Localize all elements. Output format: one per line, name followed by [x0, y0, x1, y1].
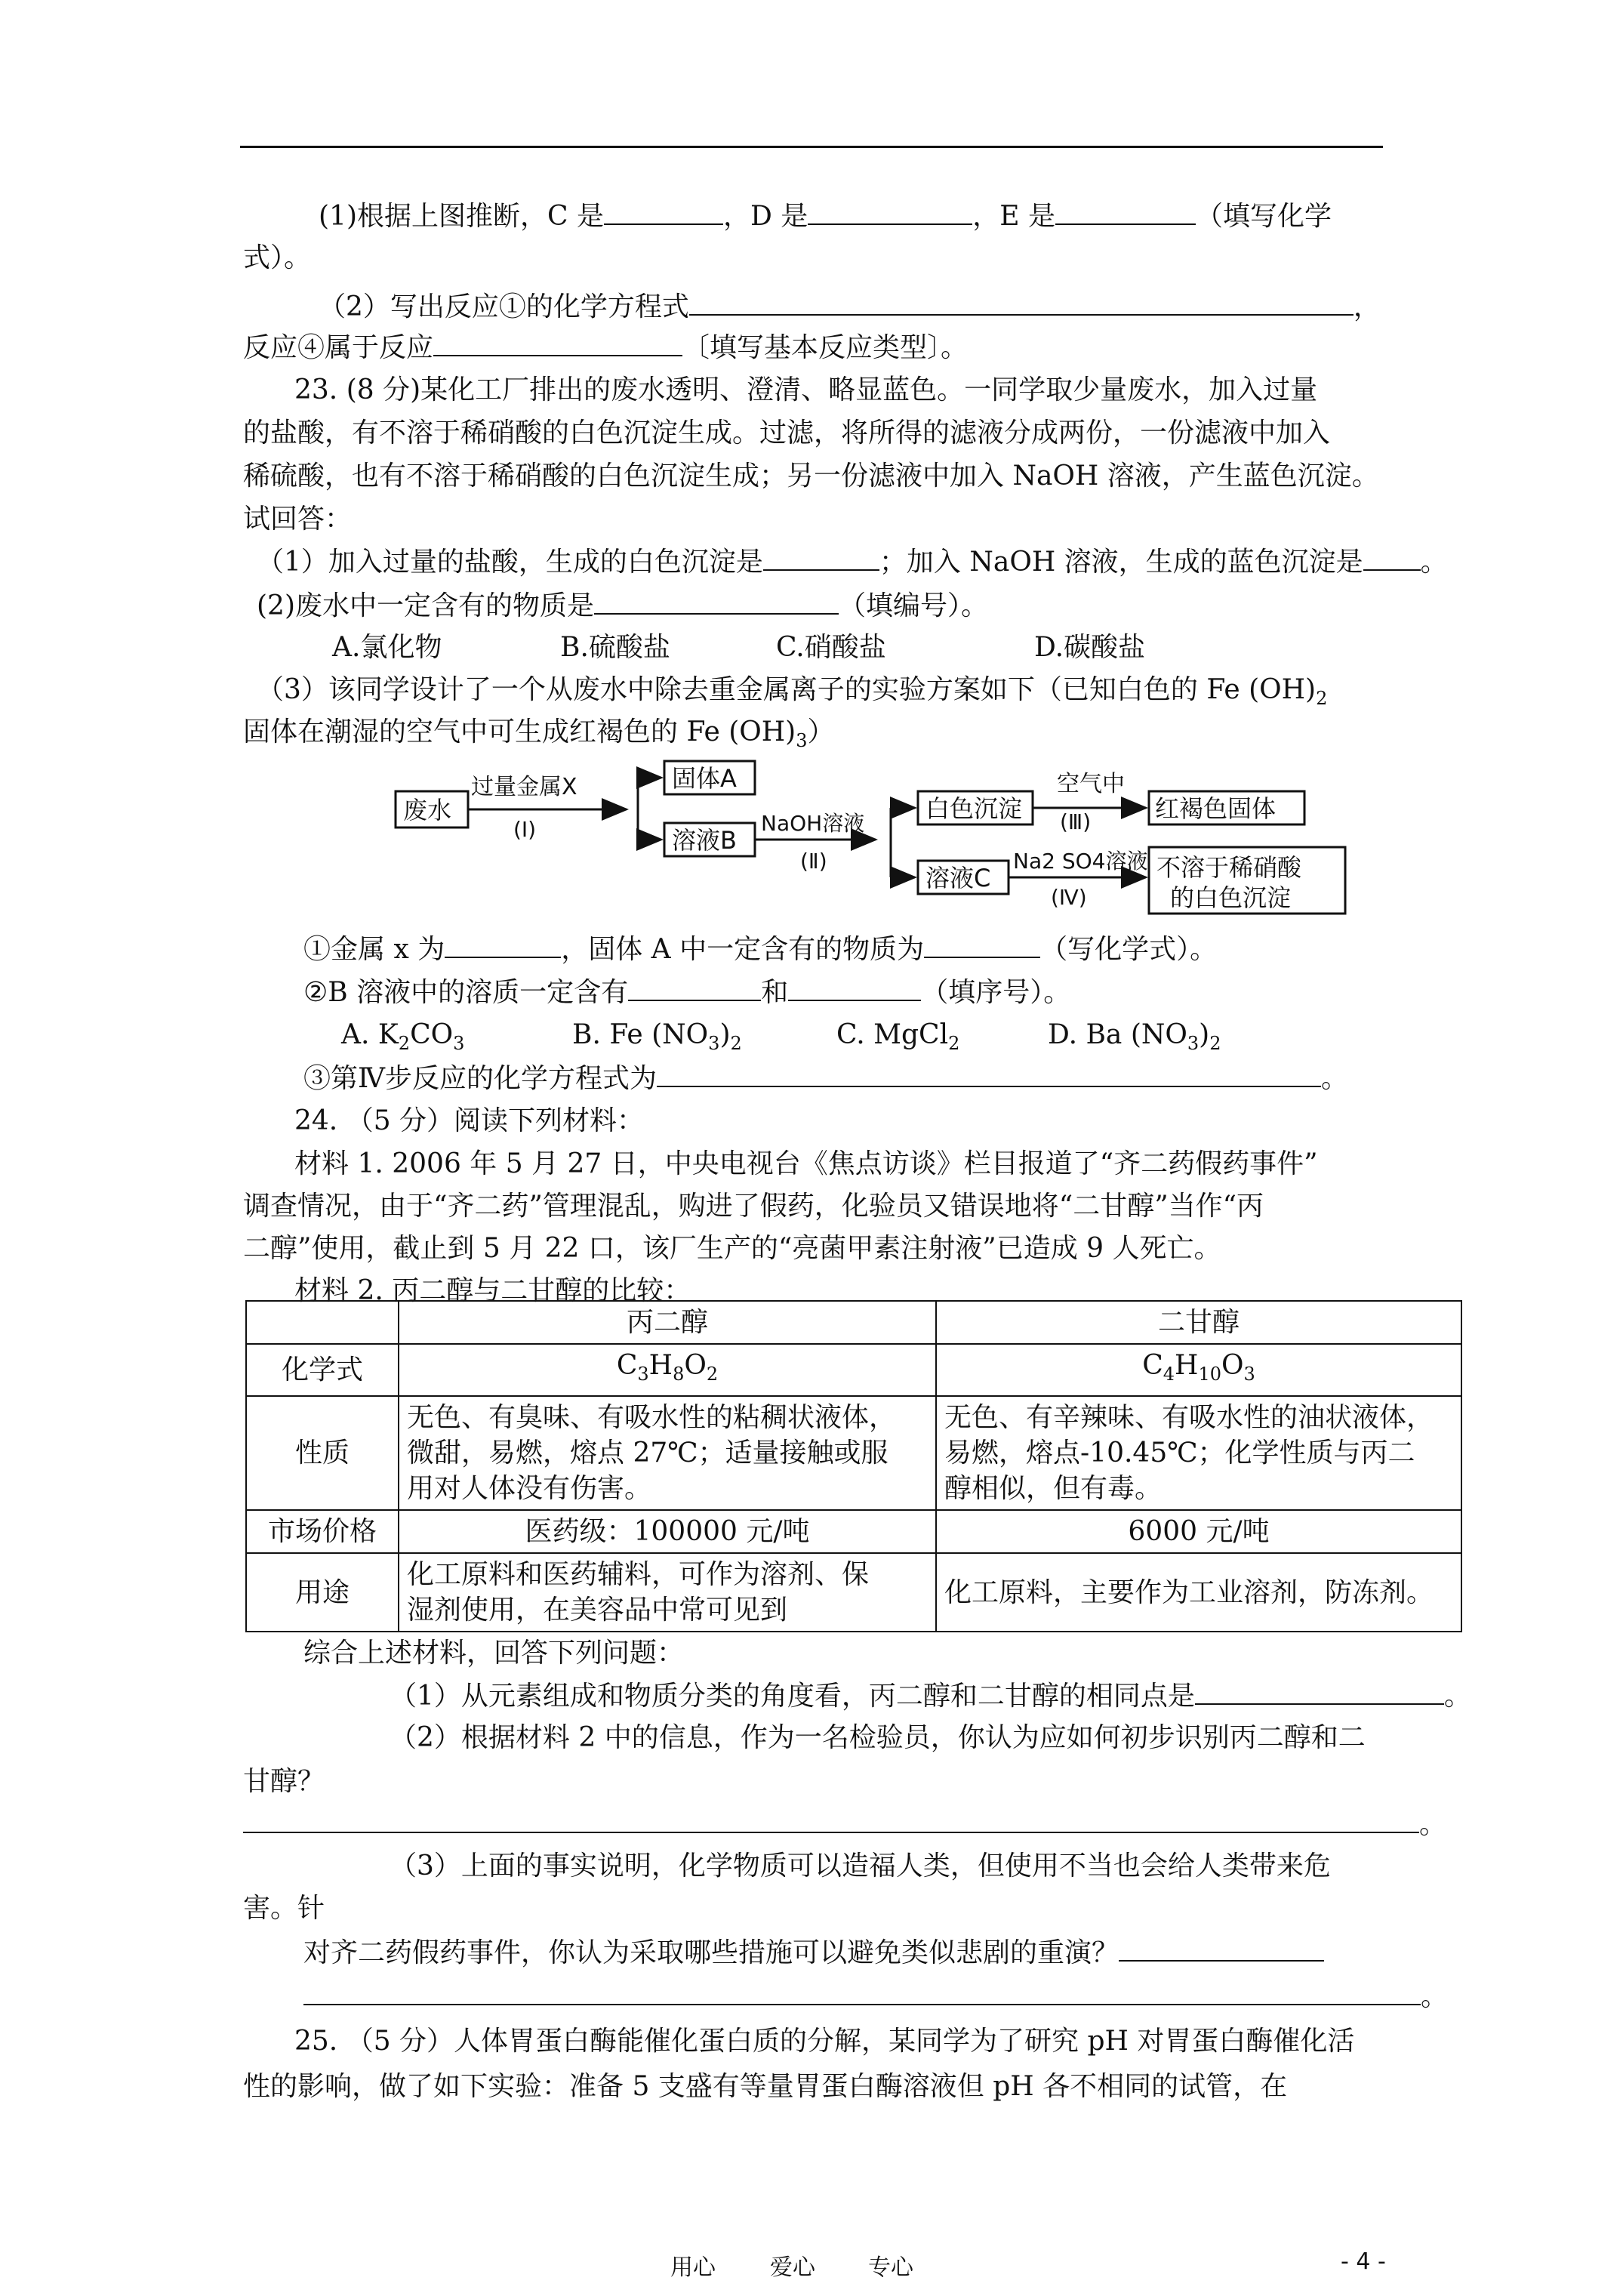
answer-blank-white-ppt[interactable] — [763, 544, 879, 571]
table-row — [246, 1344, 1461, 1396]
page-number: - 4 - — [1341, 2248, 1386, 2275]
label-insoluble-2: 的白色沉淀 — [1170, 883, 1292, 912]
answer-blank-solute-2[interactable] — [788, 974, 921, 1001]
q23-text: （3）该同学设计了一个从废水中除去重金属离子的实验方案如下（已知白色的 Fe (OH) — [257, 674, 1317, 705]
q22-text: ，D 是 — [722, 201, 808, 232]
label-na2so4: Na2 SO4溶液 — [1013, 849, 1148, 874]
label-solid-a: 固体A — [672, 764, 737, 793]
table-header: 二甘醇 — [936, 1301, 1461, 1344]
table-cell — [399, 1396, 936, 1510]
cell-text: 用对人体没有伤害。 — [407, 1473, 652, 1505]
q23-sub1 — [257, 544, 1448, 581]
table-header: 丙二醇 — [399, 1301, 936, 1344]
formula-diethylene-glycol: $C_4H_{10}O_3$ — [936, 1344, 1461, 1396]
answer-blank-metal-x[interactable] — [445, 931, 561, 958]
q23-sub3b — [243, 714, 835, 759]
table-row — [246, 1396, 1461, 1510]
q23-sub3 — [257, 672, 1327, 717]
q23-text: （填编号）。 — [839, 590, 989, 621]
cell-text: 无色、有辛辣味、有吸水性的油状液体， — [944, 1402, 1434, 1434]
choice-text: D. Ba (NO — [1048, 1019, 1187, 1050]
answer-blank-step4-equation[interactable] — [657, 1060, 1321, 1087]
label-insoluble-1: 不溶于稀硝酸 — [1156, 853, 1302, 882]
q23-text: ③第Ⅳ步反应的化学方程式为 — [303, 1063, 657, 1094]
table-row — [246, 1553, 1461, 1632]
subscript: 3 — [708, 1033, 720, 1055]
q24-text: 对齐二药假药事件，你认为采取哪些措施可以避免类似悲剧的重演？ — [303, 1937, 1119, 1968]
label-waste: 废水 — [403, 796, 452, 824]
q24-material1: 材料 1. 2006 年 5 月 27 日，中央电视台《焦点访谈》栏目报道了“齐二药假药事件” — [294, 1148, 1318, 1179]
table-row — [246, 1301, 1461, 1344]
answer-blank-solid-a[interactable] — [924, 931, 1040, 958]
q22-text: 反应④属于反应 — [243, 332, 434, 363]
q22-part2 — [319, 288, 1381, 325]
q22-text: ， — [1353, 291, 1381, 322]
q22-part2b — [243, 329, 968, 366]
q24-a3: 害。针 — [243, 1893, 325, 1924]
table-cell — [399, 1553, 936, 1632]
subscript: 2 — [1316, 688, 1328, 710]
subscript: 3 — [453, 1033, 465, 1055]
answer-blank-solute-1[interactable] — [628, 974, 761, 1001]
table-row-label: 用途 — [246, 1553, 399, 1632]
q23-text: 。 — [1420, 547, 1448, 578]
q24-a2-answer — [243, 1806, 1446, 1843]
answer-blank-equation[interactable] — [689, 288, 1354, 316]
q22-text: （填写化学 — [1196, 201, 1332, 232]
q23-intro: 稀硫酸，也有不溶于稀硝酸的白色沉淀生成；另一份滤液中加入 NaOH 溶液，产生蓝色沉淀。 — [243, 461, 1379, 492]
q24-material2: 材料 2. 丙二醇与二甘醇的比较： — [294, 1275, 691, 1306]
answer-blank-contains[interactable] — [594, 587, 839, 615]
q22-text: (1)根据上图推断，C 是 — [319, 201, 604, 232]
table-row-label: 化学式 — [246, 1344, 399, 1396]
q24-text: 。 — [1443, 1681, 1471, 1712]
answer-blank-measures-line[interactable] — [303, 1978, 1421, 2005]
choice-b: B. Fe $(NO_3)_2$ — [572, 1019, 742, 1055]
q23-text: 固体在潮湿的空气中可生成红褐色的 Fe (OH) — [243, 717, 796, 747]
cell-text: 微甜，易燃，熔点 27℃；适量接触或服 — [407, 1438, 888, 1469]
answer-blank-d[interactable] — [808, 198, 972, 225]
q23-c2 — [303, 974, 1070, 1011]
cell-text: 湿剂使用，在美容品中常可见到 — [407, 1595, 788, 1626]
cell-text: 醇相似，但有毒。 — [944, 1473, 1163, 1505]
q23-sub2 — [257, 587, 988, 624]
table-row-label: 性质 — [246, 1396, 399, 1510]
table-cell: 6000 元/吨 — [936, 1510, 1461, 1553]
label-step4: (Ⅳ) — [1051, 885, 1087, 910]
cell-text: 易燃，熔点-10.45℃；化学性质与丙二 — [944, 1438, 1415, 1469]
q23-text: 。 — [1320, 1063, 1348, 1094]
q22-text: 式）。 — [243, 242, 312, 273]
label-step3: (Ⅲ) — [1060, 809, 1092, 834]
q24-a1 — [390, 1678, 1471, 1715]
q24-text: （1）从元素组成和物质分类的角度看，丙二醇和二甘醇的相同点是 — [390, 1681, 1195, 1712]
q24-summary: 综合上述材料，回答下列问题： — [303, 1638, 685, 1669]
answer-blank-common[interactable] — [1195, 1678, 1444, 1705]
cell-text: 化工原料和医药辅料，可作为溶剂、保 — [407, 1559, 870, 1591]
q23-text: (2)废水中一定含有的物质是 — [257, 590, 594, 621]
option-a: A.氯化物 — [332, 632, 442, 663]
q24-text: 。 — [1421, 1981, 1449, 2012]
q24-a2: （2）根据材料 2 中的信息，作为一名检验员，你认为应如何初步识别丙二醇和二 — [390, 1722, 1366, 1753]
footer-slogan: 用心 — [670, 2254, 716, 2281]
q22-part1 — [319, 198, 1332, 235]
table-cell — [936, 1396, 1461, 1510]
q24-material1: 调查情况，由于“齐二药”管理混乱，购进了假药，化验员又错误地将“二甘醇”当作“丙 — [243, 1191, 1264, 1222]
choice-a: A. $K_2CO_3$ — [341, 1019, 465, 1055]
q24-text: 。 — [1419, 1809, 1447, 1840]
process-flowchart — [393, 755, 1359, 917]
label-solution-b: 溶液B — [672, 826, 737, 855]
q24-material1: 二醇”使用，截止到 5 月 22 口，该厂生产的“亮菌甲素注射液”已造成 9 人死亡。 — [243, 1233, 1221, 1264]
q22-text: 〔填写基本反应类型〕。 — [682, 332, 969, 363]
label-air: 空气中 — [1057, 771, 1125, 797]
table-cell: 医药级：100000 元/吨 — [399, 1510, 936, 1553]
answer-blank-blue-ppt[interactable] — [1363, 544, 1421, 571]
q24-a2: 甘醇？ — [243, 1766, 325, 1797]
table-row — [246, 1510, 1461, 1553]
q22-text: ，E 是 — [972, 201, 1056, 232]
q24-a3-answer — [303, 1978, 1448, 2015]
option-b: B.硫酸盐 — [560, 632, 670, 663]
option-c: C.硝酸盐 — [776, 632, 886, 663]
label-step2: (Ⅱ) — [800, 849, 827, 874]
q24-a3b — [303, 1934, 1324, 1971]
choice-text: C. MgCl — [836, 1019, 949, 1050]
label-white-ppt: 白色沉淀 — [925, 794, 1023, 823]
table-row-label: 市场价格 — [246, 1510, 399, 1553]
q23-text: ；加入 NaOH 溶液，生成的蓝色沉淀是 — [879, 547, 1363, 578]
header-rule — [240, 146, 1383, 148]
q23-intro: 23. (8 分)某化工厂排出的废水透明、澄清、略显蓝色。一同学取少量废水，加入过量 — [294, 374, 1318, 405]
subscript: 2 — [730, 1033, 742, 1055]
label-metal-x: 过量金属X — [471, 774, 577, 800]
q23-c3 — [303, 1060, 1348, 1097]
q23-c1 — [303, 931, 1217, 968]
label-step1: (Ⅰ) — [513, 817, 537, 842]
q23-text: ②B 溶液中的溶质一定含有 — [303, 977, 629, 1008]
q23-text: ，固体 A 中一定含有的物质为 — [561, 934, 925, 965]
q22-text: （2）写出反应①的化学方程式 — [319, 291, 689, 322]
q25-text: 25. （5 分）人体胃蛋白酶能催化蛋白质的分解，某同学为了研究 pH 对胃蛋白酶催化活 — [294, 2026, 1355, 2057]
answer-blank-identify[interactable] — [243, 1806, 1419, 1833]
comparison-table — [245, 1300, 1462, 1632]
choice-d: D. Ba $(NO_3)_2$ — [1048, 1019, 1221, 1055]
subscript: 2 — [1209, 1033, 1221, 1055]
q23-text: ） — [807, 717, 835, 747]
label-solution-c: 溶液C — [925, 864, 991, 892]
subscript: 2 — [948, 1033, 960, 1055]
q24-title: 24. （5 分）阅读下列材料： — [294, 1105, 645, 1136]
answer-blank-reaction-type[interactable] — [433, 329, 682, 356]
answer-blank-e[interactable] — [1055, 198, 1196, 225]
q23-text: （写化学式）。 — [1040, 934, 1218, 965]
table-cell: 化工原料，主要作为工业溶剂，防冻剂。 — [936, 1553, 1461, 1632]
choice-text: B. Fe (NO — [572, 1019, 709, 1050]
subscript: 3 — [796, 730, 808, 752]
answer-blank-c[interactable] — [604, 198, 723, 225]
cell-text: 无色、有臭味、有吸水性的粘稠状液体， — [407, 1402, 897, 1434]
footer-slogan: 爱心 — [770, 2254, 815, 2281]
subscript: 3 — [1187, 1033, 1200, 1055]
choice-c — [836, 1017, 959, 1062]
q23-intro: 试回答： — [243, 504, 353, 535]
q23-intro: 的盐酸，有不溶于稀硝酸的白色沉淀生成。过滤，将所得的滤液分成两份，一份滤液中加入 — [243, 418, 1331, 448]
footer-slogan: 专心 — [868, 2254, 913, 2281]
q23-text: 和 — [761, 977, 789, 1008]
q23-text: （填序号）。 — [921, 977, 1071, 1008]
label-red-brown: 红褐色固体 — [1155, 794, 1277, 823]
subscript: 2 — [398, 1033, 411, 1055]
formula-propylene-glycol: $C_3H_8O_2$ — [399, 1344, 936, 1396]
answer-blank-measures[interactable] — [1119, 1934, 1324, 1962]
q23-text: ①金属 x 为 — [303, 934, 445, 965]
table-cell — [246, 1301, 399, 1344]
choice-text: A. K — [341, 1019, 399, 1050]
q25-text: 性的影响，做了如下实验：准备 5 支盛有等量胃蛋白酶溶液但 pH 各不相同的试管，在 — [243, 2071, 1288, 2102]
q23-text: （1）加入过量的盐酸，生成的白色沉淀是 — [257, 547, 763, 578]
q24-a3: （3）上面的事实说明，化学物质可以造福人类，但使用不当也会给人类带来危 — [390, 1851, 1331, 1881]
option-d: D.碳酸盐 — [1034, 632, 1146, 663]
label-naoh: NaOH溶液 — [761, 811, 865, 836]
